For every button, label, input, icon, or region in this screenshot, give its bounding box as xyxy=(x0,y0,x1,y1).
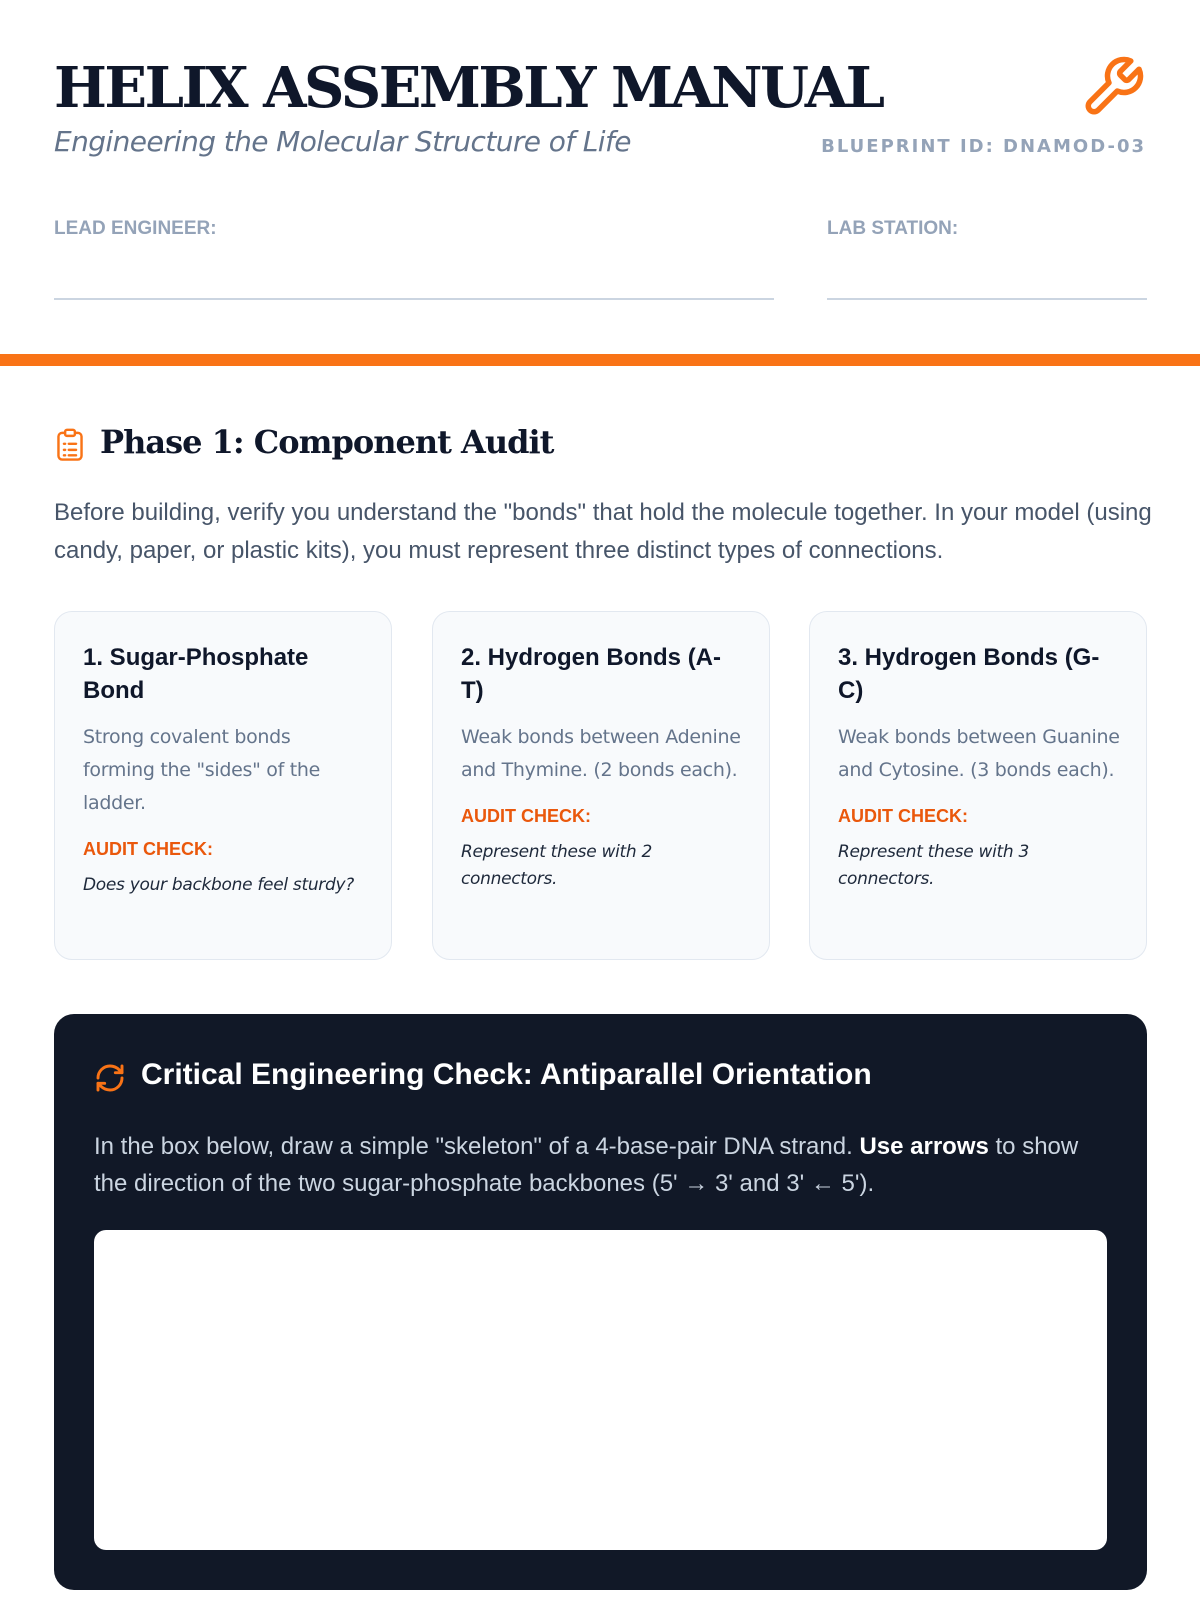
audit-card-sugar-phosphate xyxy=(54,611,392,960)
blueprint-id: BLUEPRINT ID: DNAMOD-03 xyxy=(821,136,1146,157)
lab-station-label: LAB STATION: xyxy=(827,218,959,239)
cycle-arrows-icon xyxy=(94,1062,126,1094)
card-description: Strong covalent bonds forming the "sides" of the ladder. xyxy=(83,726,321,814)
card-title: 3. Hydrogen Bonds (G-C) xyxy=(838,644,1100,704)
critical-check-panel xyxy=(54,1014,1147,1590)
audit-check-text: Does your backbone feel sturdy? xyxy=(83,875,354,895)
phase-1-title: Phase 1: Component Audit xyxy=(100,423,554,461)
critical-check-title: Critical Engineering Check: Antiparallel Orientation xyxy=(141,1058,872,1091)
card-title: 1. Sugar-Phosphate Bond xyxy=(83,644,309,704)
audit-check-label: AUDIT CHECK: xyxy=(838,806,968,826)
wrench-icon xyxy=(1080,54,1146,120)
audit-card-hydrogen-gc xyxy=(809,611,1147,960)
lab-station-field[interactable] xyxy=(827,298,1147,300)
section-divider xyxy=(0,354,1200,366)
card-description: Weak bonds between Guanine and Cytosine. (3 bonds each). xyxy=(838,726,1120,781)
audit-check-label: AUDIT CHECK: xyxy=(83,839,213,859)
audit-check-text: Represent these with 2 connectors. xyxy=(461,842,652,889)
worksheet-header xyxy=(0,0,1200,355)
instructions-emphasis: Use arrows xyxy=(859,1133,989,1160)
audit-check-text: Represent these with 3 connectors. xyxy=(838,842,1029,889)
card-title: 2. Hydrogen Bonds (A-T) xyxy=(461,644,722,704)
instructions-part-2: to show the direction of the two sugar-phosphate backbones (5' → 3' and 3' ← 5'). xyxy=(94,1133,1079,1197)
instructions-part-1: In the box below, draw a simple "skeleton" of a 4-base-pair DNA strand. xyxy=(94,1133,860,1160)
page-title: HELIX ASSEMBLY MANUAL xyxy=(54,55,883,121)
audit-card-hydrogen-at xyxy=(432,611,770,960)
drawing-area[interactable] xyxy=(94,1230,1107,1550)
clipboard-icon xyxy=(55,428,85,462)
card-description: Weak bonds between Adenine and Thymine. (2 bonds each). xyxy=(461,726,741,781)
critical-check-instructions xyxy=(94,1128,1114,1202)
lead-engineer-field[interactable] xyxy=(54,298,774,300)
page-subtitle: Engineering the Molecular Structure of Life xyxy=(54,125,631,158)
lead-engineer-label: LEAD ENGINEER: xyxy=(54,218,217,239)
phase-1-intro: Before building, verify you understand the "bonds" that hold the molecule together. In your model (using candy, paper, or plastic kits), you must represent three distinct types of connections. xyxy=(54,499,1152,564)
audit-check-label: AUDIT CHECK: xyxy=(461,806,591,826)
